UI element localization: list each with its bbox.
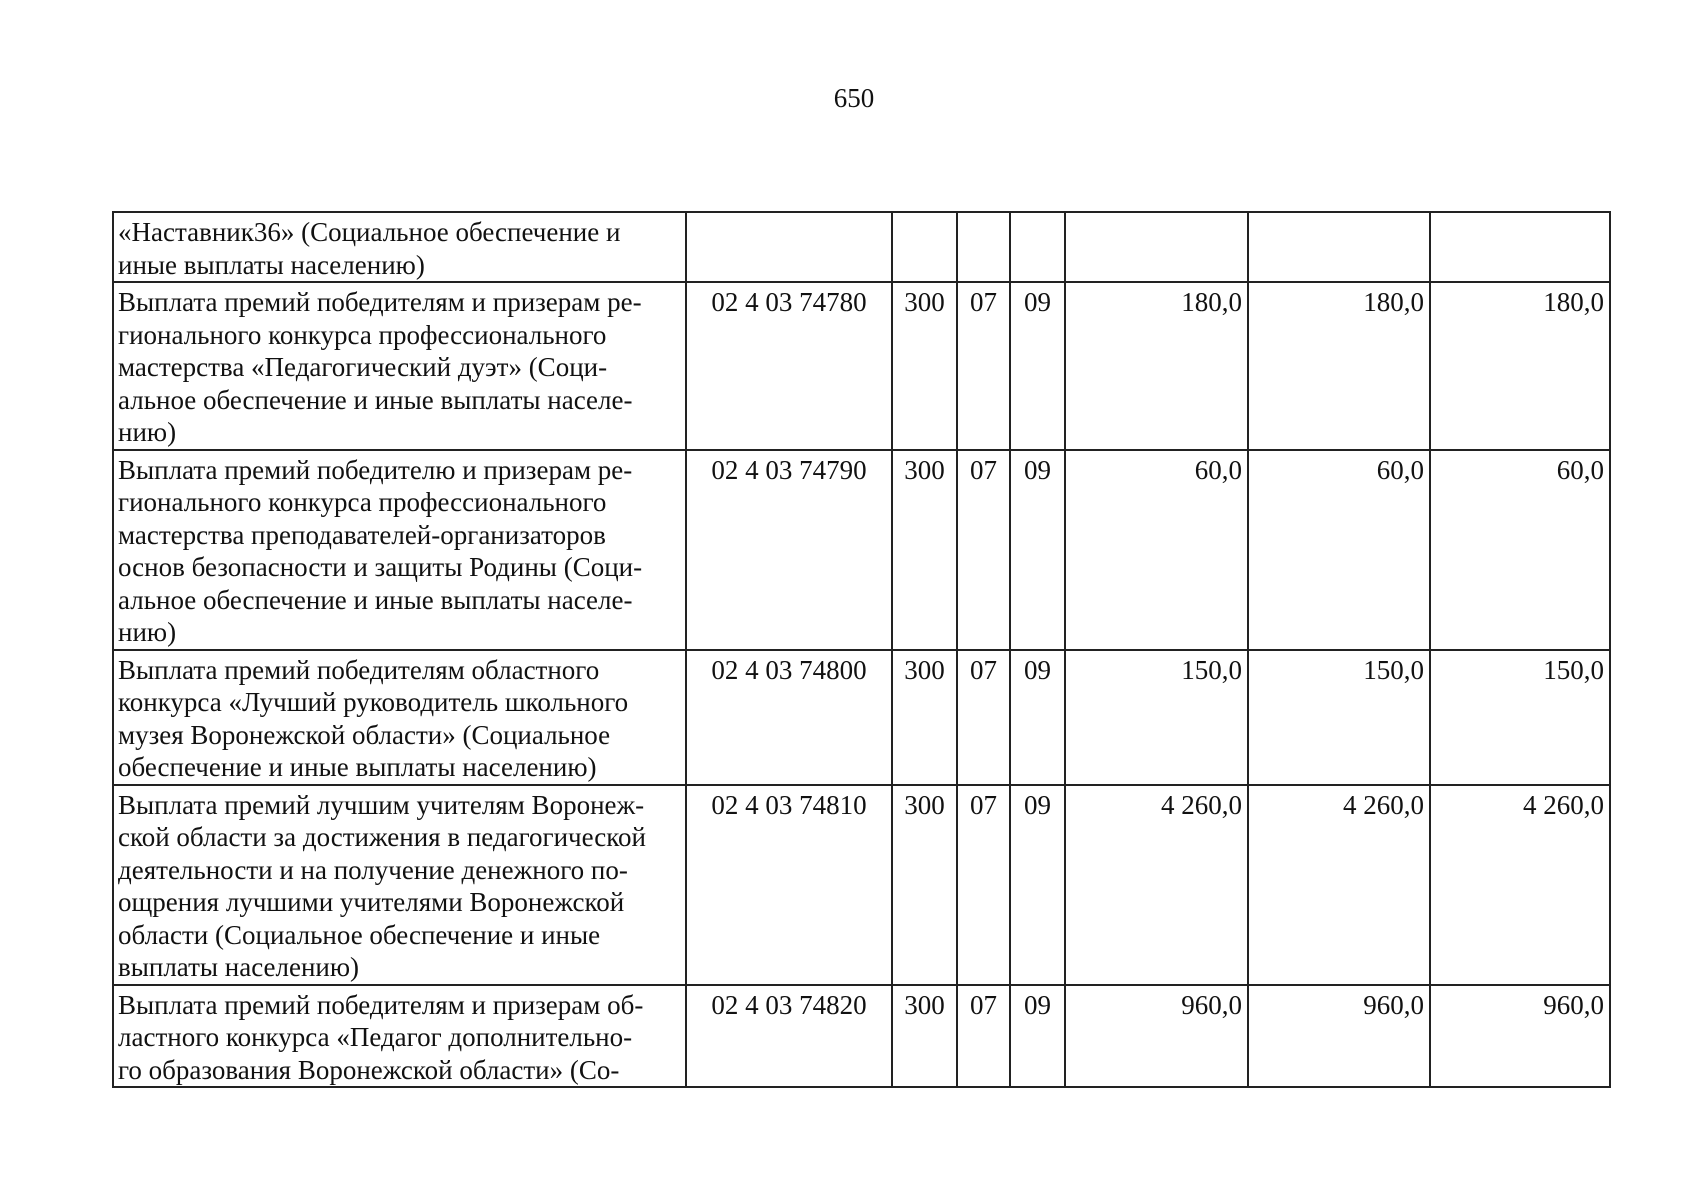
amount-year2-cell: 60,0 [1248,450,1430,650]
description-line: основ безопасности и защиты Родины (Соци- [118,552,643,582]
budget-table [112,211,1611,1088]
expense-type-cell: 300 [892,785,957,985]
amount-year3-cell: 60,0 [1430,450,1610,650]
description-line: Выплата премий лучшим учителям Воронеж- [118,789,645,820]
description-cell [113,282,686,450]
amount-year3-cell: 180,0 [1430,282,1610,450]
section-cell: 07 [957,985,1010,1088]
amount-year1-cell: 60,0 [1065,450,1248,650]
description-line: Выплата премий победителям областного [118,654,600,685]
section-cell: 07 [957,785,1010,985]
table-row [113,450,1610,650]
section-cell: 07 [957,282,1010,450]
table-row [113,650,1610,785]
description-line: нию) [118,417,177,447]
subsection-cell [1010,212,1065,282]
description-line: нию) [118,617,177,647]
target-article-code-cell: 02 4 03 74800 [686,650,892,785]
table-row [113,985,1610,1088]
amount-year2-cell: 180,0 [1248,282,1430,450]
amount-year3-cell: 960,0 [1430,985,1610,1088]
section-cell: 07 [957,450,1010,650]
description-line: обеспечение и иные выплаты населению) [118,752,597,782]
subsection-cell: 09 [1010,282,1065,450]
description-line: мастерства «Педагогический дуэт» (Соци- [118,352,608,382]
section-cell [957,212,1010,282]
table-row [113,212,1610,282]
target-article-code-cell: 02 4 03 74820 [686,985,892,1088]
table-body [113,212,1610,1087]
amount-year3-cell: 4 260,0 [1430,785,1610,985]
amount-year3-cell [1430,212,1610,282]
description-line: выплаты населению) [118,952,360,982]
description-line: Выплата премий победителям и призерам ре- [118,287,642,317]
description-line: музея Воронежской области» (Социальное [118,719,611,750]
target-article-code-cell: 02 4 03 74810 [686,785,892,985]
description-line: го образования Воронежской области» (Со- [118,1054,620,1085]
description-cell [113,785,686,985]
amount-year1-cell: 180,0 [1065,282,1248,450]
subsection-cell: 09 [1010,985,1065,1088]
description-line: гионального конкурса профессионального [118,319,607,350]
amount-year2-cell: 4 260,0 [1248,785,1430,985]
expense-type-cell [892,212,957,282]
description-line: Выплата премий победителям и призерам об- [118,989,644,1020]
description-cell [113,450,686,650]
expense-type-cell: 300 [892,650,957,785]
description-line: конкурса «Лучший руководитель школьного [118,687,629,717]
subsection-cell: 09 [1010,650,1065,785]
expense-type-cell: 300 [892,282,957,450]
amount-year3-cell: 150,0 [1430,650,1610,785]
description-cell [113,212,686,282]
description-line: области (Социальное обеспечение и иные [118,919,601,950]
amount-year1-cell: 960,0 [1065,985,1248,1088]
table-row [113,282,1610,450]
target-article-code-cell: 02 4 03 74790 [686,450,892,650]
target-article-code-cell: 02 4 03 74780 [686,282,892,450]
section-cell: 07 [957,650,1010,785]
amount-year2-cell [1248,212,1430,282]
description-cell [113,985,686,1088]
description-line: иные выплаты населению) [118,249,425,280]
description-line: «Наставник36» (Социальное обеспечение и [118,217,621,247]
amount-year2-cell: 150,0 [1248,650,1430,785]
description-line: альное обеспечение и иные выплаты населе- [118,384,633,415]
description-line: ощрения лучшими учителями Воронежской [118,887,625,917]
description-line: деятельности и на получение денежного по- [118,854,628,885]
page-number: 650 [833,83,875,113]
expense-type-cell: 300 [892,985,957,1088]
description-line: мастерства преподавателей-организаторов [118,519,606,550]
description-line: ской области за достижения в педагогической [118,822,646,852]
target-article-code-cell [686,212,892,282]
amount-year1-cell [1065,212,1248,282]
description-line: ластного конкурса «Педагог дополнительно- [118,1022,633,1052]
table-row [113,785,1610,985]
description-cell [113,650,686,785]
amount-year2-cell: 960,0 [1248,985,1430,1088]
description-line: гионального конкурса профессионального [118,487,607,517]
expense-type-cell: 300 [892,450,957,650]
amount-year1-cell: 150,0 [1065,650,1248,785]
amount-year1-cell: 4 260,0 [1065,785,1248,985]
description-line: альное обеспечение и иные выплаты населе- [118,584,633,615]
subsection-cell: 09 [1010,785,1065,985]
description-line: Выплата премий победителю и призерам ре- [118,454,633,485]
subsection-cell: 09 [1010,450,1065,650]
